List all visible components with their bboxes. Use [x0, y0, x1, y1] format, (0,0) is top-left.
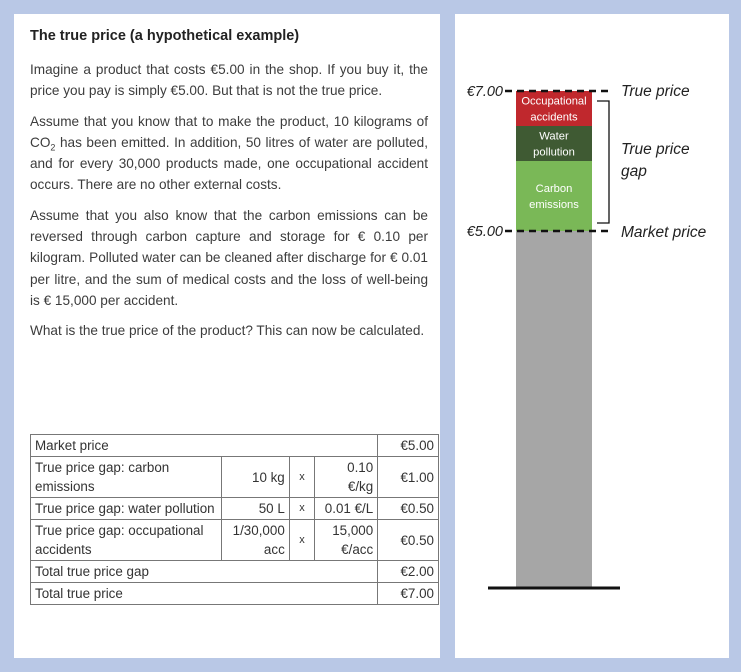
segment-label-carbon-emissions-1: Carbon: [535, 183, 573, 195]
tick-label-true-price: €7.00: [466, 84, 503, 100]
true-total-value: €7.00: [378, 583, 439, 605]
paragraph-2: [30, 111, 428, 196]
table-row-market: [31, 435, 439, 457]
market-total: €5.00: [378, 435, 439, 457]
carbon-rate: 0.10 €/kg: [315, 457, 378, 498]
accidents-total: €0.50: [378, 520, 439, 561]
carbon-amount: 10 kg: [222, 457, 290, 498]
water-multiply: x: [289, 498, 314, 520]
carbon-label: True price gap: carbon emissions: [31, 457, 222, 498]
water-label: True price gap: water pollution: [31, 498, 222, 520]
segment-label-occupational-accidents-2: accidents: [530, 111, 578, 124]
segment-label-carbon-emissions-2: emissions: [529, 199, 579, 211]
gap-bracket: [597, 101, 609, 223]
water-amount: 50 L: [222, 498, 290, 520]
true-total-label: Total true price: [31, 583, 378, 605]
carbon-total: €1.00: [378, 457, 439, 498]
chart-panel: [455, 14, 729, 658]
table-row-gap-total: [31, 561, 439, 583]
segment-label-water-pollution-2: pollution: [533, 146, 575, 159]
segment-carbon-emissions: [516, 161, 592, 231]
tick-label-market-price: €5.00: [466, 224, 503, 240]
market-label: Market price: [31, 435, 378, 457]
table-row-water: [31, 498, 439, 520]
annotation-true-price: True price: [621, 83, 690, 100]
annotation-market-price: Market price: [621, 224, 707, 241]
accidents-label: True price gap: occupational accidents: [31, 520, 222, 561]
table-row-carbon: [31, 457, 439, 498]
co2-subscript: 2: [50, 142, 56, 153]
water-rate: 0.01 €/L: [315, 498, 378, 520]
paragraph-2-part-b: has been emitted. In addition, 50 litres of water are polluted, and for every 30,000 products made, one occupational accident occurs. There are no other external costs.: [30, 134, 428, 193]
market-price-bar: [516, 231, 592, 588]
gap-total-value: €2.00: [378, 561, 439, 583]
annotation-true-price-gap-line2: gap: [621, 163, 647, 180]
carbon-multiply: x: [289, 457, 314, 498]
table-row-true-total: [31, 583, 439, 605]
segment-label-water-pollution-1: Water: [539, 130, 569, 143]
annotation-true-price-gap-line1: True price: [621, 141, 690, 158]
paragraph-3: Assume that you also know that the carbon emissions can be reversed through carbon capture and storage for € 0.10 per kilogram. Polluted water can be cleaned after discharge for € 0.01 per litre, and the sum of medical costs and the loss of well-being is € 15,000 per accident.: [30, 207, 428, 308]
true-price-table: [30, 434, 439, 605]
accidents-rate: 15,000 €/acc: [315, 520, 378, 561]
segment-label-occupational-accidents-1: Occupational: [521, 95, 587, 108]
paragraph-1: Imagine a product that costs €5.00 in the shop. If you buy it, the price you pay is simply €5.00. But that is not the true price.: [30, 62, 428, 99]
table-row-accidents: [31, 520, 439, 561]
true-price-gap-segments: [516, 91, 592, 231]
true-price-chart: [455, 14, 729, 658]
paragraph-2-part-a: Assume that you know that to make the product, 10 kilograms of CO: [30, 113, 428, 150]
accidents-amount: 1/30,000 acc: [222, 520, 290, 561]
paragraph-4: What is the true price of the product? This can now be calculated.: [30, 323, 425, 339]
water-total: €0.50: [378, 498, 439, 520]
accidents-multiply: x: [289, 520, 314, 561]
article-title: The true price (a hypothetical example): [30, 28, 300, 44]
gap-total-label: Total true price gap: [31, 561, 378, 583]
